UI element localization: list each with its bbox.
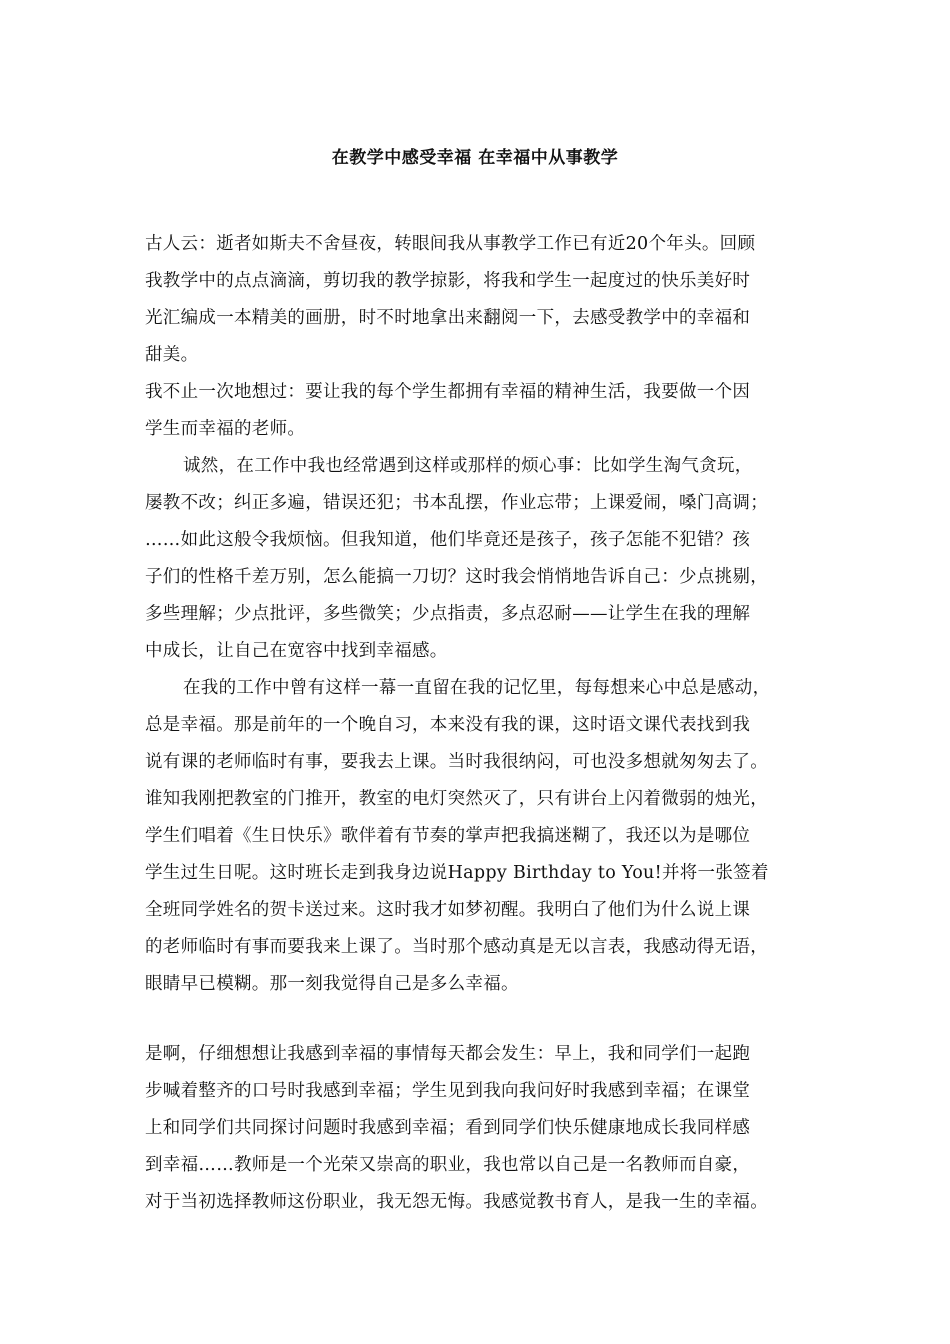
text-line: 屡教不改；纠正多遍，错误还犯；书本乱摆，作业忘带；上课爱闹，嗓门高调； bbox=[145, 493, 768, 513]
text-line: 的老师临时有事而要我来上课了。当时那个感动真是无以言表，我感动得无语， bbox=[145, 937, 768, 957]
paragraph-5 bbox=[145, 1036, 805, 1221]
text-line: 中成长，让自己在宽容中找到幸福感。 bbox=[145, 641, 448, 661]
text-line: 光汇编成一本精美的画册，时不时地拿出来翻阅一下，去感受教学中的幸福和 bbox=[145, 308, 751, 328]
text-line: 总是幸福。那是前年的一个晚自习，本来没有我的课，这时语文课代表找到我 bbox=[145, 715, 751, 735]
text-line: 我教学中的点点滴滴，剪切我的教学掠影，将我和学生一起度过的快乐美好时 bbox=[145, 271, 751, 291]
text-line: 古人云：逝者如斯夫不舍昼夜，转眼间我从事教学工作已有近20个年头。回顾 bbox=[145, 234, 756, 254]
text-line: 谁知我刚把教室的门推开，教室的电灯突然灭了，只有讲台上闪着微弱的烛光， bbox=[145, 789, 768, 809]
text-line: 学生而幸福的老师。 bbox=[145, 419, 306, 439]
text-line: 步喊着整齐的口号时我感到幸福；学生见到我向我问好时我感到幸福；在课堂 bbox=[145, 1081, 751, 1101]
paragraph-4 bbox=[145, 670, 805, 1003]
text-line: 在我的工作中曾有这样一幕一直留在我的记忆里，每每想来心中总是感动， bbox=[183, 678, 771, 698]
text-line: ……如此这般令我烦恼。但我知道，他们毕竟还是孩子，孩子怎能不犯错？孩 bbox=[145, 530, 751, 550]
text-line: 甜美。 bbox=[145, 345, 199, 365]
text-line: 眼睛早已模糊。那一刻我觉得自己是多么幸福。 bbox=[145, 974, 519, 994]
text-line: 我不止一次地想过：要让我的每个学生都拥有幸福的精神生活，我要做一个因 bbox=[145, 382, 751, 402]
text-line: 对于当初选择教师这份职业，我无怨无悔。我感觉教书育人，是我一生的幸福。 bbox=[145, 1192, 768, 1212]
paragraph-1 bbox=[145, 226, 805, 374]
paragraph-3 bbox=[145, 448, 805, 670]
paragraph-2 bbox=[145, 374, 805, 448]
document-title: 在教学中感受幸福 在幸福中从事教学 bbox=[331, 148, 619, 168]
text-line: 上和同学们共同探讨问题时我感到幸福；看到同学们快乐健康地成长我同样感 bbox=[145, 1118, 751, 1138]
text-line: 子们的性格千差万别，怎么能搞一刀切？这时我会悄悄地告诉自己：少点挑剔， bbox=[145, 567, 768, 587]
text-line: 全班同学姓名的贺卡送过来。这时我才如梦初醒。我明白了他们为什么说上课 bbox=[145, 900, 751, 920]
text-line: 到幸福……教师是一个光荣又崇高的职业，我也常以自己是一名教师而自豪， bbox=[145, 1155, 751, 1175]
text-line: 诚然，在工作中我也经常遇到这样或那样的烦心事：比如学生淘气贪玩， bbox=[183, 456, 753, 476]
text-line: 学生们唱着《生日快乐》歌伴着有节奏的掌声把我搞迷糊了，我还以为是哪位 bbox=[145, 826, 751, 846]
text-line: 学生过生日呢。这时班长走到我身边说Happy Birthday to You!并将一张签着 bbox=[145, 863, 769, 883]
text-line: 是啊，仔细想想让我感到幸福的事情每天都会发生：早上，我和同学们一起跑 bbox=[145, 1044, 751, 1064]
text-line: 说有课的老师临时有事，要我去上课。当时我很纳闷，可也没多想就匆匆去了。 bbox=[145, 752, 768, 772]
text-line: 多些理解；少点批评，多些微笑；少点指责，多点忍耐——让学生在我的理解 bbox=[145, 604, 751, 624]
